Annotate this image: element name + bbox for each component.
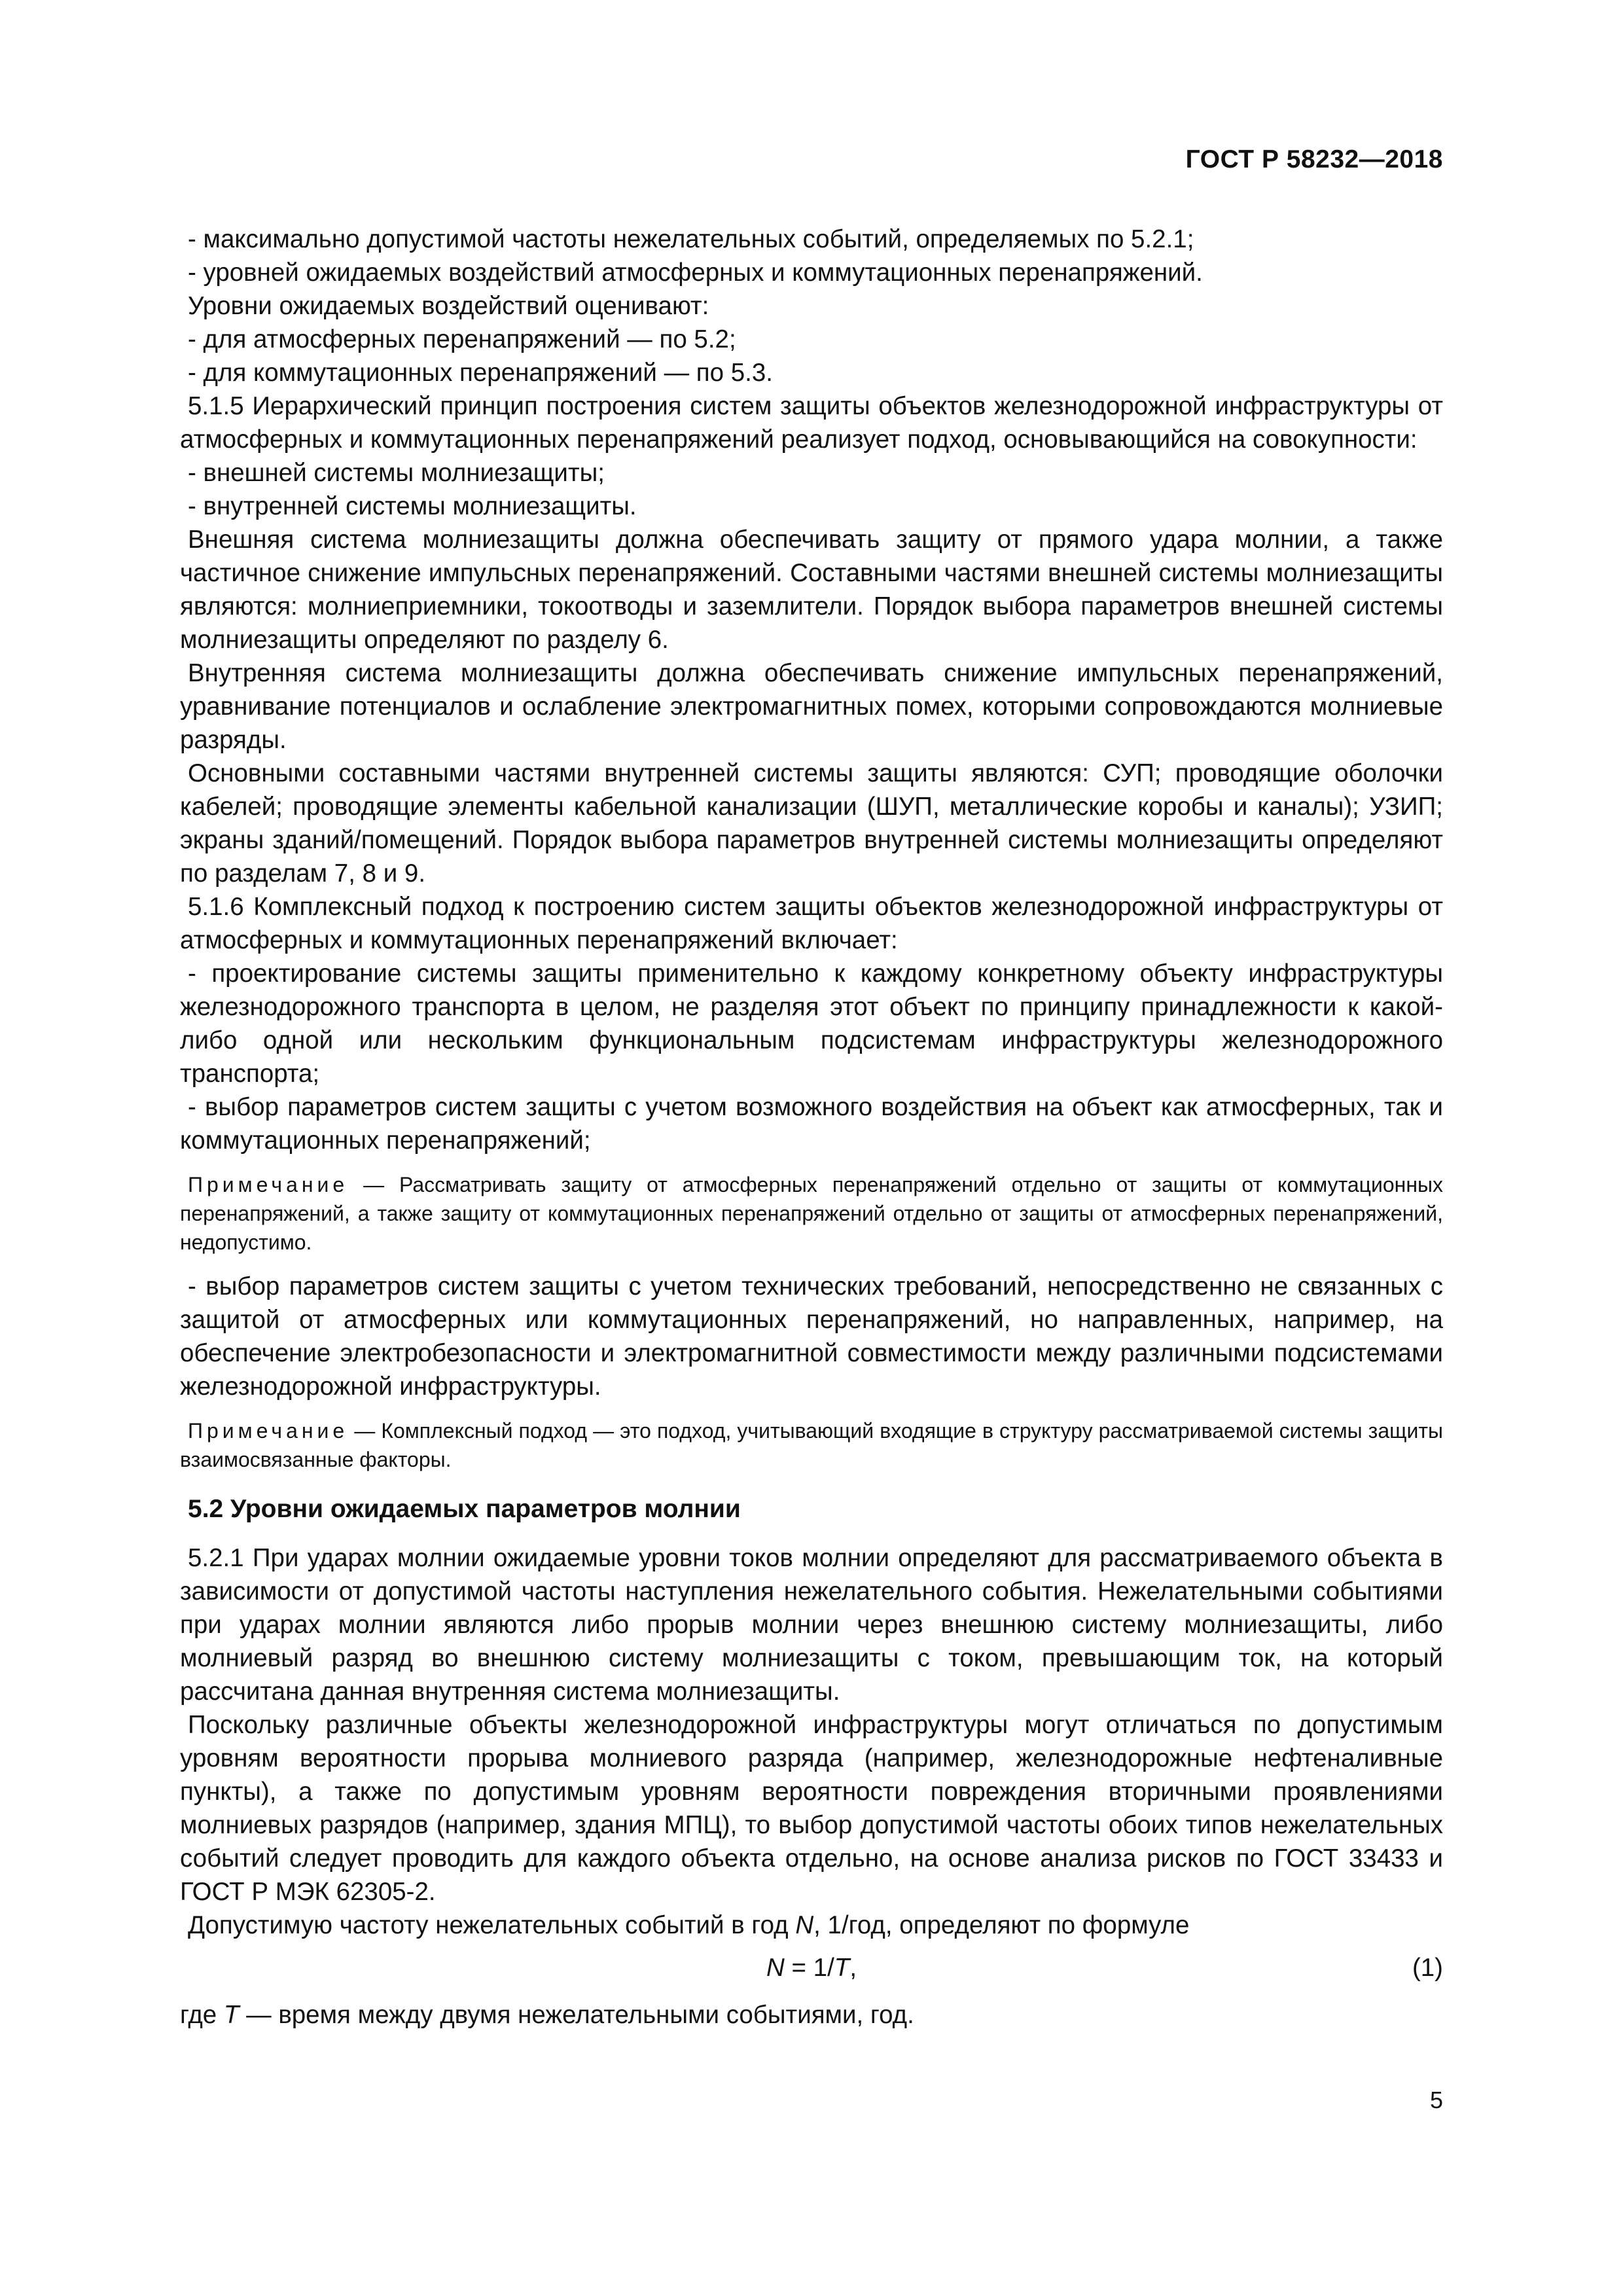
paragraph: Уровни ожидаемых воздействий оценивают: bbox=[188, 292, 709, 320]
variable: N bbox=[795, 1911, 814, 1939]
clause-5-2-1: 5.2.1 При ударах молнии ожидаемые уровни токов молнии определяют для рассматриваемого объекта в зависимости от допустимой частоты наступления нежелательного события. Нежелательными событиями при ударах молнии являются либо прорыв молнии через внешнюю систему молниезащиты, либо молниевый разряд во внешнюю систему молниезащиты с током, превышающим ток, на который рассчитана данная внутренняя система молниезащиты. bbox=[180, 1544, 1443, 1706]
text-run: — время между двумя нежелательными событиями, год. bbox=[239, 2001, 914, 2029]
paragraph bbox=[180, 1909, 1443, 1942]
page-number: 5 bbox=[1429, 2087, 1443, 2113]
note-label: Примечание bbox=[188, 1173, 349, 1196]
note bbox=[180, 1170, 1443, 1257]
section-title: 5.2 Уровни ожидаемых параметров молнии bbox=[188, 1495, 741, 1523]
note-text: — Рассматривать защиту от атмосферных перенапряжений отдельно от защиты от коммутационных перенапряжений, а также защиту от коммутационных перенапряжений отдельно от защиты от атмосферных перенапряжений, недопустимо. bbox=[180, 1173, 1443, 1254]
paragraph: Внешняя система молниезащиты должна обеспечивать защиту от прямого удара молнии, а также частичное снижение импульсных перенапряжений. Составными частями внешней системы молниезащиты являются: молниеприемники, токоотводы и заземлители. Порядок выбора параметров внешней системы молниезащиты определяют по разделу 6. bbox=[180, 526, 1443, 654]
formula-row bbox=[180, 1951, 1443, 1992]
formula bbox=[180, 1951, 1443, 1984]
note bbox=[180, 1416, 1443, 1474]
list-item: - уровней ожидаемых воздействий атмосферных и коммутационных перенапряжений. bbox=[188, 259, 1203, 287]
list-item: - внутренней системы молниезащиты. bbox=[188, 492, 637, 520]
formula-explanation bbox=[180, 1998, 1443, 2032]
formula-number: (1) bbox=[1412, 1954, 1443, 1982]
variable: T bbox=[223, 2001, 240, 2029]
list-item: - внешней системы молниезащиты; bbox=[188, 459, 605, 487]
clause-5-1-5: 5.1.5 Иерархический принцип построения систем защиты объектов железнодорожной инфраструктуры от атмосферных и коммутационных перенапряжений реализует подход, основывающийся на совокупности: bbox=[180, 392, 1443, 454]
paragraph: Внутренняя система молниезащиты должна обеспечивать снижение импульсных перенапряжений, уравнивание потенциалов и ослабление электромагнитных помех, которыми сопровождаются молниевые разряды. bbox=[180, 659, 1443, 754]
list-item: - выбор параметров систем защиты с учетом технических требований, непосредственно не связанных с защитой от атмосферных или коммутационных перенапряжений, но направленных, например, на обеспечение электробезопасности и электромагнитной совместимости между различными подсистемами железнодорожной инфраструктуры. bbox=[180, 1272, 1443, 1401]
text-run: где bbox=[180, 2001, 224, 2029]
list-item: - максимально допустимой частоты нежелательных событий, определяемых по 5.2.1; bbox=[188, 225, 1194, 253]
list-item: - для атмосферных перенапряжений — по 5.2; bbox=[188, 325, 736, 353]
document-header: ГОСТ Р 58232—2018 bbox=[1185, 145, 1443, 173]
variable: N bbox=[766, 1954, 785, 1982]
list-item: - для коммутационных перенапряжений — по 5.3. bbox=[188, 359, 773, 387]
formula-operator: = 1/ bbox=[784, 1954, 834, 1982]
variable: T bbox=[834, 1954, 850, 1982]
document-body bbox=[180, 223, 1443, 2032]
list-item: - выбор параметров систем защиты с учетом возможного воздействия на объект как атмосферных, так и коммутационных перенапряжений; bbox=[180, 1093, 1443, 1155]
text-run: Допустимую частоту нежелательных событий в год bbox=[188, 1911, 796, 1939]
list-item: - проектирование системы защиты применительно к каждому конкретному объекту инфраструктуры железнодорожного транспорта в целом, не разделяя этот объект по принципу принадлежности к какой-либо одной или нескольким функциональным подсистемам инфраструктуры железнодорожного транспорта; bbox=[180, 960, 1443, 1088]
text-run: , 1/год, определяют по формуле bbox=[813, 1911, 1190, 1939]
paragraph: Основными составными частями внутренней системы защиты являются: СУП; проводящие оболочки кабелей; проводящие элементы кабельной канализации (ШУП, металлические коробы и каналы); УЗИП; экраны зданий/помещений. Порядок выбора параметров внутренней системы молниезащиты определяют по разделам 7, 8 и 9. bbox=[180, 759, 1443, 888]
paragraph: Поскольку различные объекты железнодорожной инфраструктуры могут отличаться по допустимым уровням вероятности прорыва молниевого разряда (например, железнодорожные нефтеналивные пункты), а также по допустимым уровням вероятности повреждения вторичными проявлениями молниевых разрядов (например, здания МПЦ), то выбор допустимой частоты обоих типов нежелательных событий следует проводить для каждого объекта отдельно, на основе анализа рисков по ГОСТ 33433 и ГОСТ Р МЭК 62305-2. bbox=[180, 1711, 1443, 1906]
note-label: Примечание bbox=[188, 1419, 349, 1443]
clause-5-1-6: 5.1.6 Комплексный подход к построению систем защиты объектов железнодорожной инфраструктуры от атмосферных и коммутационных перенапряжений включает: bbox=[180, 893, 1443, 954]
note-text: — Комплексный подход — это подход, учитывающий входящие в структуру рассматриваемой системы защиты взаимосвязанные факторы. bbox=[180, 1419, 1443, 1471]
formula-punct: , bbox=[849, 1954, 857, 1982]
